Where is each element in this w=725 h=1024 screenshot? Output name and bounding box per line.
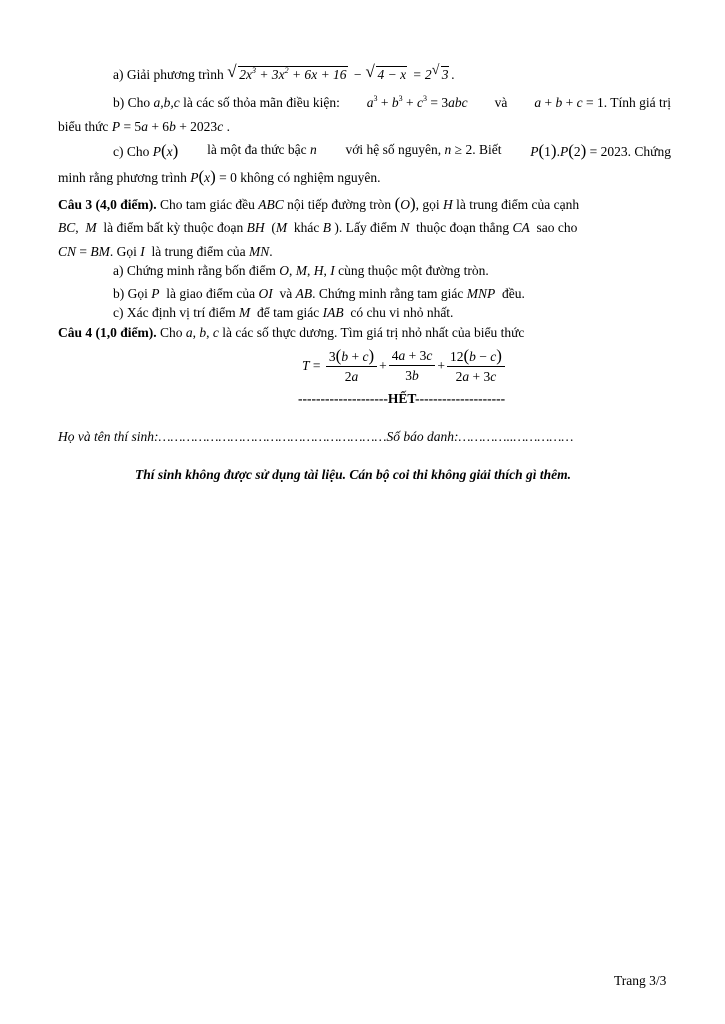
q3-line2-c: ). Lấy điểm	[334, 220, 397, 235]
q3-intro2: nội tiếp đường tròn	[287, 197, 392, 212]
q2c-given: P(1).P(2) = 2023. Chứng	[530, 141, 671, 160]
q3-intro3: , gọi	[415, 197, 440, 212]
q3b-and: và	[279, 286, 293, 301]
end-mark: --------------------HẾT--------------------	[298, 391, 506, 406]
exam-note: Thí sinh không được sử dụng tài liệu. Cán bộ coi thi không giải thích gì thêm.	[135, 467, 572, 482]
q4-text1: Cho	[160, 325, 183, 340]
q3-title: Câu 3 (4,0 điểm).	[58, 197, 157, 212]
q3b-last: đều.	[502, 286, 525, 301]
q2a-equation: √ $2x^3 + 3x^2 + 6x + 16$ − √ 4 − x = 2 √ 3 .	[227, 62, 455, 82]
q2a-label: a) Giải phương trình	[113, 67, 224, 82]
q4-line1: Câu 4 (1,0 điểm). Cho a, b, c là các số thực dương. Tìm giá trị nhỏ nhất của biểu thức	[58, 325, 525, 340]
q2a-line	[113, 62, 455, 82]
q2b-tail: a + b + c = 1. Tính giá trị	[534, 95, 671, 110]
q3-line2: BC, M là điểm bất kỳ thuộc đoạn BH (M khác B ). Lấy điểm N thuộc đoạn thẳng CA sao cho	[58, 220, 578, 235]
q3b-mid: là giao điểm của	[166, 286, 256, 301]
q3b-text: b) Gọi	[113, 286, 148, 301]
q3c-mid: để tam giác	[256, 305, 320, 320]
q3-intro1: Cho tam giác đều	[160, 197, 255, 212]
q4-formula: T = $\frac{3(b + c)}{2a}$ + $\frac{4a + 3c}{3b}$ + $\frac{12(b - c)}{2a + 3c}$	[302, 348, 507, 383]
q3-line3-b: là trung điểm của	[151, 244, 246, 259]
q3-line2-d: thuộc đoạn thẳng	[416, 220, 510, 235]
q2c-line2-label: minh rằng phương trình	[58, 170, 187, 185]
q4-text2: là các số thực dương. Tìm giá trị nhỏ nhất của biểu thức	[222, 325, 525, 340]
q2b-intro: b) Cho a,b,c là các số thỏa mãn điều kiện:	[113, 95, 340, 110]
q2c-line2-end: không có nghiệm nguyên.	[240, 170, 381, 185]
q3a-end: cùng thuộc một đường tròn.	[338, 263, 489, 278]
q4-title: Câu 4 (1,0 điểm).	[58, 325, 157, 340]
q3c-end: có chu vi nhỏ nhất.	[350, 305, 454, 320]
q3-line2-b: khác	[293, 220, 320, 235]
q2c-line2: minh rằng phương trình P(x) = 0 không có nghiệm nguyên.	[58, 167, 381, 186]
q2c-line1	[113, 143, 671, 159]
q3-line3-a: . Gọi	[109, 244, 137, 259]
q2b-expression: P = 5a + 6b + 2023c .	[111, 119, 230, 134]
q3-line2-e: sao cho	[536, 220, 578, 235]
page-number: Trang 3/3	[614, 973, 667, 988]
q2c-degree: là một đa thức bậc n	[207, 142, 317, 157]
q3b-line: b) Gọi P là giao điểm của OI và AB. Chứng minh rằng tam giác MNP đều.	[113, 286, 525, 301]
q3a-text: a) Chứng minh rằng bốn điểm	[113, 263, 276, 278]
q2b-and: và	[494, 95, 508, 110]
candidate-info: Họ và tên thí sinh:…………………………………………………Số báo danh:…………..……………	[58, 429, 574, 444]
q3c-line: c) Xác định vị trí điểm M để tam giác IAB có chu vi nhỏ nhất.	[113, 305, 454, 320]
q3b-end: Chứng minh rằng tam giác	[318, 286, 464, 301]
q2c-intro: c) Cho P(x)	[113, 141, 179, 160]
q3-intro4: là trung điểm của cạnh	[456, 197, 580, 212]
q3-line2-a: là điểm bất kỳ thuộc đoạn	[103, 220, 244, 235]
q3-line3: CN = BM. Gọi I là trung điểm của MN.	[58, 244, 273, 259]
q3-line1: Câu 3 (4,0 điểm). Cho tam giác đều ABC nội tiếp đường tròn (O), gọi H là trung điểm của cạnh	[58, 194, 580, 213]
q2b-line2-label: biểu thức	[58, 119, 109, 134]
q2c-int: với hệ số nguyên, n ≥ 2. Biết	[345, 142, 502, 157]
q2b-line2	[58, 120, 230, 134]
q3a-line: a) Chứng minh rằng bốn điểm O, M, H, I cùng thuộc một đường tròn.	[113, 263, 489, 278]
q3c-text: c) Xác định vị trí điểm	[113, 305, 236, 320]
q2b-line1	[113, 96, 671, 110]
q2b-condition: $a^3 + b^3 + c^3 = 3abc$	[366, 94, 468, 110]
